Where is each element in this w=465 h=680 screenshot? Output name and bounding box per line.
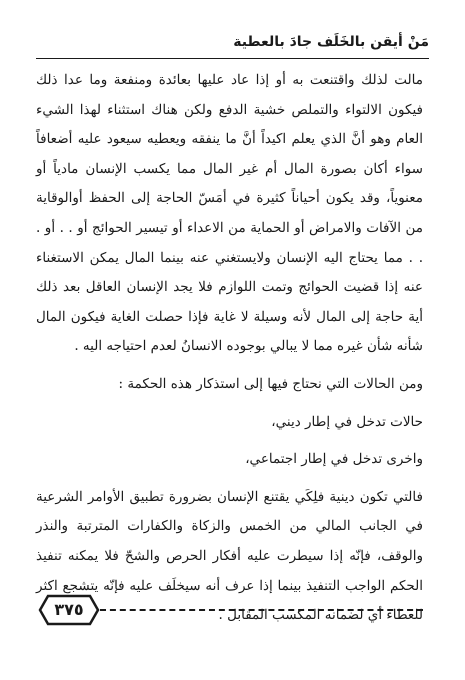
paragraph-cases-intro: ومن الحالات التي نحتاج فيها إلى استذكار هذه الحكمة : bbox=[118, 375, 423, 392]
paragraph-gap bbox=[36, 475, 423, 483]
footer-dashed-rule bbox=[100, 609, 423, 611]
header-divider bbox=[36, 58, 429, 59]
paragraph-religious-detail: فالتي تكون دينية فلِكَي يقتنع الإنسان بضرورة تطبيق الأوامر الشرعية في الجانب المالي من الخمس والزكاة والكفارات المترتبة والنذر والوقف، فإنّه إذا سيطرت عليه أفكار الحرص والشحّ فلا يمكنه تنفيذ الحكم الواجب التنفيذ بينما إذا عرف أنه سيخلَف عليه فإنّه يتشجع اكثر للعطاء أي لضمانه المكسب المقابل . bbox=[36, 488, 423, 624]
list-item-social: واخرى تدخل في إطار اجتماعي، bbox=[245, 451, 423, 468]
page-footer bbox=[38, 594, 427, 626]
list-item-religious: حالات تدخل في إطار ديني، bbox=[271, 413, 423, 430]
body-text bbox=[36, 66, 423, 631]
paragraph-intro: مالت لذلك واقتنعت به أو إذا عاد عليها بعائدة ومنفعة وما عدا ذلك فيكون الالتواء والتملص خشية الدفع ولكن هناك استثناء لهذا الشيء العام وهو أنَّ الذي يعلم اكيداً أنَّ ما ينفقه ويعطيه سيعود عليه أضعافاً سواء أكان بصورة المال أم غير المال مما يكسب الإنسان مادياً أو معنوياً، وقد يكون أحياناً كثيرة في أمَسّ الحاجة إلى الحفظ أوالوقاية من الآفات والامراض أو الحماية من الاعداء أو تيسير الحوائج أو . . أو . . . مما يحتاج اليه الإنسان ولايستغني عنه بينما المال يمكن الاستغناء عنه إذا قضيت الحوائج وتمت اللوازم فلا يجد الإنسان العاقل بعد ذلك أية حاجة إلى المال لأنه وسيلة لا غاية فإذا حصلت الغاية فيكون المال شأنه شأن غيره مما لا يبالي بوجوده الانسانُ لعدم احتياجه اليه . bbox=[36, 72, 423, 355]
running-header bbox=[36, 26, 429, 52]
page-number: ٣٧٥ bbox=[54, 600, 84, 619]
paragraph-gap bbox=[36, 362, 423, 370]
page-number-badge bbox=[38, 594, 100, 626]
paragraph-gap bbox=[36, 437, 423, 445]
page-title: مَنْ أيقن بالخَلَف جادَ بالعطية bbox=[233, 34, 429, 50]
paragraph-gap bbox=[36, 400, 423, 408]
